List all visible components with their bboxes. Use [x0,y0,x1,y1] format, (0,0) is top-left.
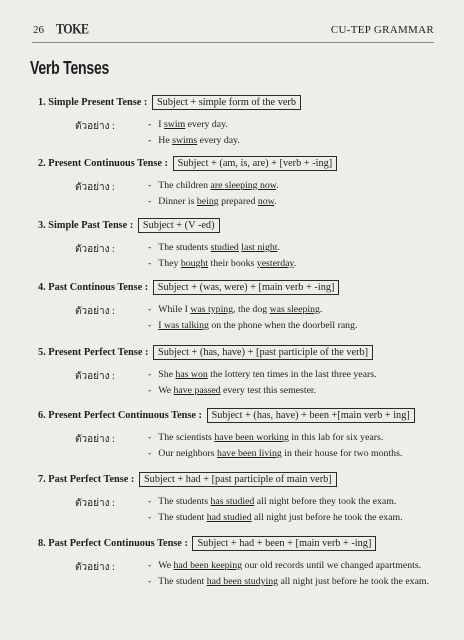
bullet-dash: - [148,385,152,396]
example-sentence [148,576,429,587]
example-sentence [148,385,316,396]
example-label: ตัวอย่าง : [75,498,115,509]
example-sentence [148,119,228,130]
sentence-text: . [319,304,323,315]
sentence-text: . [293,258,297,269]
underlined-verb: bought [180,258,209,269]
running-header: CU-TEP GRAMMAR [330,24,434,36]
example-label: ตัวอย่าง : [75,434,115,445]
tense-formula-box: Subject + (has, have) + [past participle of the verb] [153,345,373,360]
tense-name: 1. Simple Present Tense : [38,97,148,108]
bullet-dash: - [148,448,152,459]
bullet-dash: - [148,320,152,331]
example-label: ตัวอย่าง : [75,562,115,573]
sentence-text: They [158,258,181,269]
underlined-verb: had been studying [206,576,278,587]
sentence-text: Our neighbors [158,448,218,459]
sentence-text: their books [208,258,257,269]
section-heading [38,95,301,110]
bullet-dash: - [148,576,152,587]
tense-formula-box: Subject + (has, have) + been +[main verb + ing] [207,408,415,423]
sentence-text: in this lab for six years. [288,432,384,443]
sentence-text: our old records until we changed apartments. [242,560,422,571]
bullet-dash: - [148,432,152,443]
section-heading [38,536,376,551]
example-sentence [148,242,280,253]
example-sentence [148,196,277,207]
sentence-text: . [274,196,277,207]
example-sentence [148,496,396,507]
tense-name: 4. Past Continous Tense : [38,282,149,293]
tense-formula-box: Subject + (am, is, are) + [verb + -ing] [173,156,338,171]
example-sentence [148,135,240,146]
sentence-text: every day. [197,135,240,146]
sentence-text: , the dog [233,304,270,315]
sentence-text: all night just before he took the exam. [251,512,403,523]
bullet-dash: - [148,180,152,191]
example-sentence [148,560,421,571]
underlined-verb: are sleeping now [210,180,277,191]
sentence-text: The scientists [158,432,215,443]
underlined-verb: was sleeping [269,304,320,315]
sentence-text: I [158,119,164,130]
bullet-dash: - [148,119,152,130]
tense-formula-box: Subject + (V -ed) [138,218,220,233]
section-heading [38,218,220,233]
underlined-verb: studied [210,242,239,253]
underlined-verb: have been working [214,432,289,443]
example-label: ตัวอย่าง : [75,182,115,193]
sentence-text: The student [158,576,207,587]
sentence-text: on the phone when the doorbell rang. [208,320,358,331]
tense-name: 8. Past Perfect Continuous Tense : [38,538,188,549]
publisher-logo: TOKE [56,20,89,38]
section-heading [38,408,415,423]
sentence-text: Dinner is [158,196,197,207]
underlined-verb: had studied [206,512,252,523]
underlined-verb: have passed [173,385,221,396]
underlined-verb: last night [241,242,278,253]
underlined-verb: has won [175,369,208,380]
sentence-text: He [158,135,173,146]
underlined-verb: was typing [190,304,234,315]
underlined-verb: had been keeping [173,560,243,571]
sentence-text: all night before they took the exam. [254,496,397,507]
bullet-dash: - [148,196,152,207]
tense-name: 2. Present Continuous Tense : [38,158,168,169]
sentence-text: We [158,560,174,571]
bullet-dash: - [148,496,152,507]
sentence-text: prepared [218,196,258,207]
underlined-verb: yesterday [256,258,294,269]
example-sentence [148,512,403,523]
underlined-verb: swims [172,135,198,146]
sentence-text: The students [158,242,211,253]
sentence-text: The student [158,512,207,523]
underlined-verb: have been living [217,448,282,459]
example-label: ตัวอย่าง : [75,306,115,317]
example-sentence [148,320,357,331]
sentence-text: in their house for two months. [281,448,403,459]
underlined-verb: swim [163,119,186,130]
sentence-text: While I [158,304,191,315]
header-rule [32,42,434,43]
bullet-dash: - [148,242,152,253]
sentence-text: every day. [185,119,228,130]
section-heading [38,472,337,487]
sentence-text: We [158,385,174,396]
page-number: 26 [33,24,44,36]
bullet-dash: - [148,369,152,380]
example-sentence [148,432,383,443]
sentence-text: all night just before he took the exam. [278,576,429,587]
sentence-text: . [277,242,280,253]
example-label: ตัวอย่าง : [75,121,115,132]
tense-formula-box: Subject + had + [past participle of main verb] [139,472,337,487]
sentence-text: every test this semester. [220,385,317,396]
example-sentence [148,448,402,459]
sentence-text: The students [158,496,211,507]
underlined-verb: has studied [210,496,255,507]
tense-name: 3. Simple Past Tense : [38,220,134,231]
sentence-text: . [276,180,279,191]
sentence-text: She [158,369,176,380]
example-sentence [148,258,296,269]
tense-formula-box: Subject + simple form of the verb [152,95,301,110]
tense-name: 6. Present Perfect Continuous Tense : [38,410,202,421]
section-heading [38,156,337,171]
sentence-text: the lottery ten times in the last three years. [207,369,377,380]
underlined-verb: now [257,196,275,207]
example-label: ตัวอย่าง : [75,244,115,255]
tense-name: 7. Past Perfect Tense : [38,474,135,485]
page-title: Verb Tenses [30,58,110,78]
example-label: ตัวอย่าง : [75,371,115,382]
bullet-dash: - [148,135,152,146]
example-sentence [148,304,322,315]
bullet-dash: - [148,304,152,315]
example-sentence [148,369,376,380]
tense-formula-box: Subject + had + been + [main verb + -ing] [192,536,376,551]
tense-formula-box: Subject + (was, were) + [main verb + -ing] [153,280,340,295]
sentence-text: The children [158,180,211,191]
tense-name: 5. Present Perfect Tense : [38,347,149,358]
underlined-verb: I was talking [158,320,209,331]
bullet-dash: - [148,512,152,523]
bullet-dash: - [148,560,152,571]
bullet-dash: - [148,258,152,269]
underlined-verb: being [196,196,219,207]
section-heading [38,280,339,295]
example-sentence [148,180,279,191]
section-heading [38,345,373,360]
